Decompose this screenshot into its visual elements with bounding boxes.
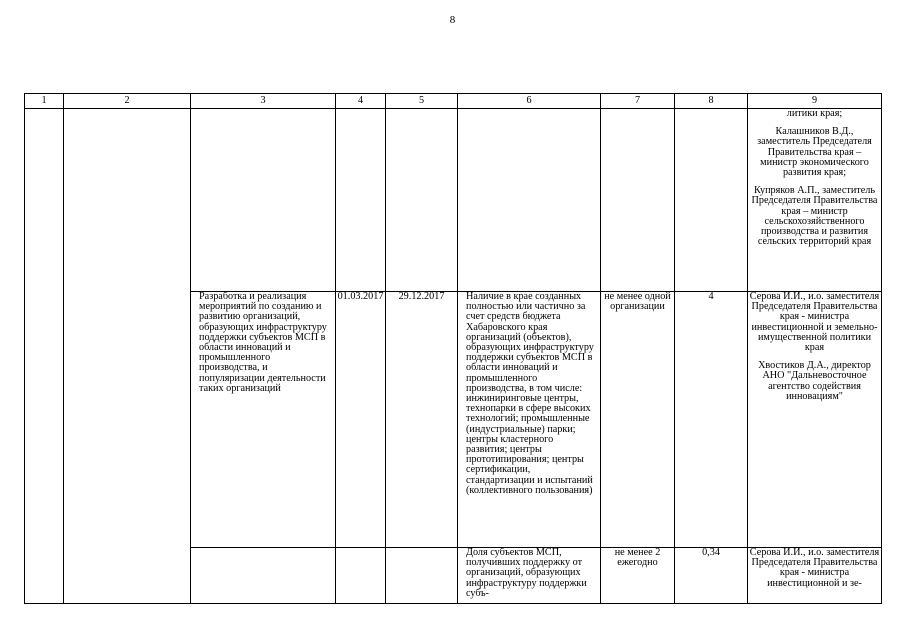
plan-table <box>24 93 882 604</box>
col-header-2: 2 <box>64 94 191 109</box>
col-header-9: 9 <box>748 94 882 109</box>
cell-responsible: Серова И.И., и.о. заместителя Председателя Правительства края - министра инвестиционной и зе- <box>748 548 882 604</box>
responsible-text: Купряков А.П., заместитель Председателя Правительства края – министр сельскохозяйственного производства и развития сельских территорий края <box>751 185 878 248</box>
responsible-text: Серова И.И., и.о. заместителя Председателя Правительства края - министра инвестиционной и земельно-имущественной политики края <box>749 291 880 354</box>
responsible-text: литики края; <box>786 108 843 119</box>
cell-value: 0,34 <box>675 548 748 604</box>
cell-col5 <box>386 548 458 604</box>
cell-col4 <box>336 548 386 604</box>
col-header-3: 3 <box>191 94 336 109</box>
col-header-4: 4 <box>336 94 386 109</box>
cell-target: не менее 2 ежегодно <box>601 548 675 604</box>
cell-measure: Разработка и реализация мероприятий по созданию и развитию организаций, образующих инфраструктуру поддержки субъектов МСП в области инноваций и промышленного производства, и популяризации деятельности таких организаций <box>191 292 336 548</box>
col-header-8: 8 <box>675 94 748 109</box>
cell-col2 <box>64 109 191 604</box>
table-row <box>25 109 882 292</box>
cell-col4 <box>336 109 386 292</box>
col-header-1: 1 <box>25 94 64 109</box>
cell-responsible <box>748 292 882 548</box>
cell-col1 <box>25 109 64 604</box>
cell-responsible <box>748 109 882 292</box>
cell-col5 <box>386 109 458 292</box>
cell-indicator: Наличие в крае созданных полностью или частично за счет средств бюджета Хабаровского края организаций (объектов), образующих инфраструктуру поддержки субъектов МСП в области инноваций и промышленного производства, в том числе: инжиниринговые центры, технопарки в сфере высоких технологий; промышленные (индустриальные) парки; центры кластерного развития; центры прототипирования; центры сертификации, стандартизации и испытаний (коллективного пользования) <box>458 292 601 548</box>
cell-target: не менее одной организации <box>601 292 675 548</box>
col-header-5: 5 <box>386 94 458 109</box>
cell-start-date: 01.03.2017 <box>336 292 386 548</box>
responsible-text: Калашников В.Д., заместитель Председателя Правительства края – министр экономического развития края; <box>757 126 872 179</box>
cell-col3 <box>191 548 336 604</box>
cell-col8 <box>675 109 748 292</box>
cell-col6 <box>458 109 601 292</box>
cell-end-date: 29.12.2017 <box>386 292 458 548</box>
col-header-7: 7 <box>601 94 675 109</box>
cell-col7 <box>601 109 675 292</box>
col-header-6: 6 <box>458 94 601 109</box>
page-number: 8 <box>449 14 456 26</box>
cell-indicator: Доля субъектов МСП, получивших поддержку от организаций, образующих инфраструктуру поддержки субъ- <box>458 548 601 604</box>
responsible-text: Хвостиков Д.А., директор АНО "Дальневосточное агентство содействия инновациям" <box>758 360 871 402</box>
header-row <box>25 94 882 109</box>
cell-value: 4 <box>675 292 748 548</box>
cell-col3 <box>191 109 336 292</box>
